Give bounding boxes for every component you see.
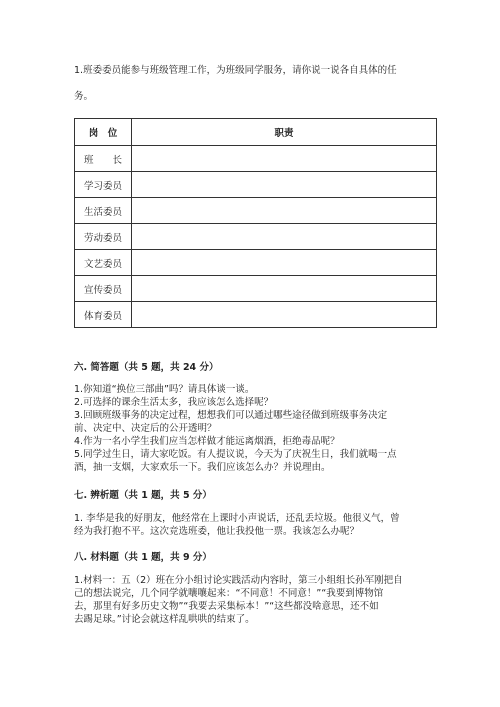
position-cell: 宣传委员 <box>75 276 132 302</box>
question-1 <box>74 58 436 110</box>
duty-table <box>74 118 437 328</box>
header-position: 岗 位 <box>75 119 132 146</box>
list-item: 前、决定中、决定后的公开透明？ <box>74 423 217 434</box>
position-cell: 文艺委员 <box>75 250 132 276</box>
list-item: 去踢足球。”讨论会就这样乱哄哄的结束了。 <box>74 614 255 625</box>
list-item: 4.作为一名小学生我们应当怎样做才能远离烟酒，拒绝毒品呢？ <box>74 436 340 447</box>
section-7-heading: 七. 辨析题（共 1 题，共 5 分） <box>74 490 212 501</box>
table-row <box>75 224 437 250</box>
question-1-line-1: 1.班委委员能参与班级管理工作，为班级同学服务，请你说一说各自具体的任 <box>74 65 397 76</box>
table-row <box>75 302 437 328</box>
list-item: 酒，抽一支烟，大家欢乐一下。我们应该怎么办？并说理由。 <box>74 462 331 473</box>
section-6-questions <box>74 383 436 474</box>
list-item: 经为我打抱不平。这次竞选班委，他让我投他一票。我该怎么办呢？ <box>74 526 360 537</box>
position-cell: 学习委员 <box>75 172 132 198</box>
list-item: 2.可选择的课余生活太多，我应该怎么选择呢？ <box>74 397 274 408</box>
list-item: 5.同学过生日，请大家吃饭。有人提议说，今天为了庆祝生日，我们就喝一点 <box>74 449 397 460</box>
list-item: 去，那里有好多历史文物”“我要去采集标本！”“这些都没啥意思，还不如 <box>74 601 379 612</box>
header-duty: 职责 <box>132 119 437 146</box>
list-item: 1.材料一：五（2）班在分小组讨论实践活动内容时，第三小组组长孙军刚把自 <box>74 575 403 586</box>
position-cell: 生活委员 <box>75 198 132 224</box>
list-item: 1. 李华是我的好朋友，他经常在上课时小声说话，还乱丢垃圾。他很义气，曾 <box>74 513 400 524</box>
duty-cell[interactable] <box>132 146 437 172</box>
duty-cell[interactable] <box>132 302 437 328</box>
position-cell: 劳动委员 <box>75 224 132 250</box>
table-row <box>75 250 437 276</box>
question-1-line-2: 务。 <box>74 91 94 102</box>
list-item: 1.你知道“换位三部曲”吗？请具体谈一谈。 <box>74 384 255 395</box>
section-8-questions <box>74 574 436 626</box>
section-6-heading: 六. 简答题（共 5 题，共 24 分） <box>74 362 219 373</box>
list-item: 3.回顾班级事务的决定过程，想想我们可以通过哪些途径做到班级事务决定 <box>74 410 388 421</box>
position-cell: 体育委员 <box>75 302 132 328</box>
duty-cell[interactable] <box>132 276 437 302</box>
duty-cell[interactable] <box>132 198 437 224</box>
table-row <box>75 198 437 224</box>
position-cell: 班 长 <box>75 146 132 172</box>
section-8-heading: 八. 材料题（共 1 题，共 9 分） <box>74 552 212 563</box>
section-7-questions <box>74 512 436 538</box>
list-item: 己的想法说完，几个同学就嚷嚷起来：“不同意！不同意！”“我要到博物馆 <box>74 588 384 599</box>
duty-cell[interactable] <box>132 250 437 276</box>
table-row <box>75 172 437 198</box>
duty-table-header <box>75 119 437 146</box>
duty-cell[interactable] <box>132 172 437 198</box>
duty-cell[interactable] <box>132 224 437 250</box>
table-row <box>75 276 437 302</box>
table-row <box>75 146 437 172</box>
